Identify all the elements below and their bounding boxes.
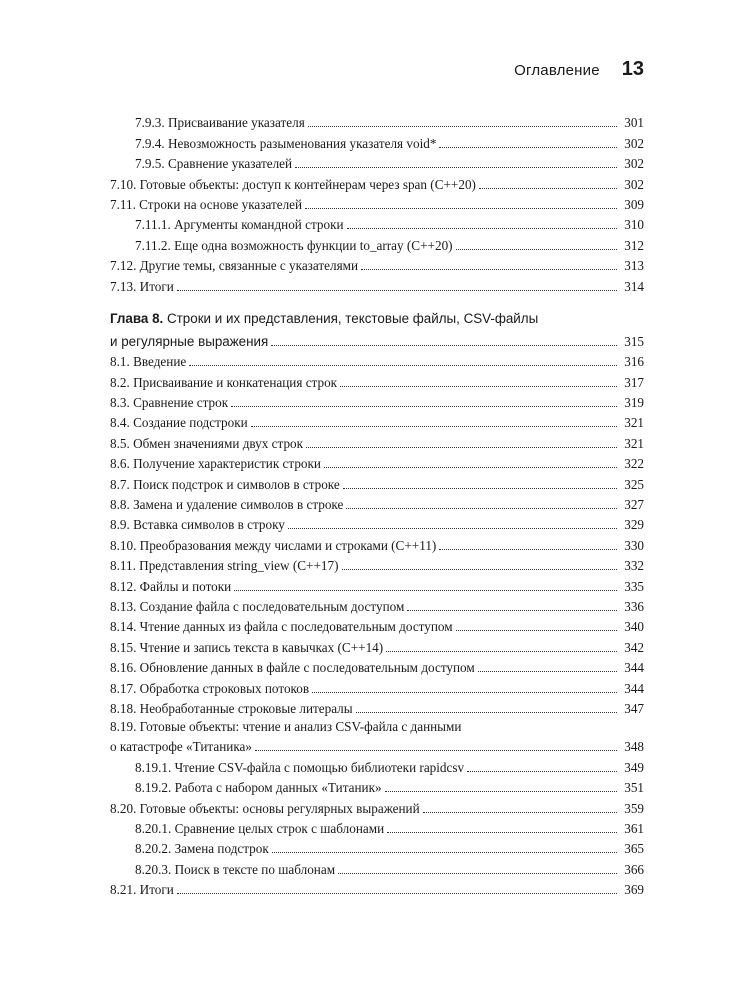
- toc-entry-page: 347: [624, 700, 644, 716]
- toc-entry-label: 7.12. Другие темы, связанные с указателями: [110, 258, 359, 274]
- toc-entry-page: 351: [624, 780, 644, 796]
- leader-dots: [338, 872, 617, 874]
- toc-entry: [110, 131, 644, 151]
- toc-entry: [110, 172, 644, 192]
- toc-entry: [110, 391, 644, 411]
- toc-entry-label: 8.6. Получение характеристик строки: [110, 456, 321, 472]
- toc-entry-label: 8.15. Чтение и запись текста в кавычках (C++14): [110, 639, 384, 655]
- leader-dots: [251, 425, 617, 427]
- toc-entry-label: 7.9.5. Сравнение указателей: [135, 156, 293, 172]
- toc-entry: [110, 533, 644, 553]
- leader-dots: [306, 446, 617, 448]
- leader-dots: [305, 207, 617, 209]
- toc-entry-label: о катастрофе «Титаника»: [110, 739, 252, 755]
- toc-entry: [110, 554, 644, 574]
- toc-entry-page: 321: [624, 415, 644, 431]
- toc-entry-label: 8.3. Сравнение строк: [110, 395, 229, 411]
- toc-entry-label: 8.1. Введение: [110, 354, 187, 370]
- toc-entry: [110, 857, 644, 877]
- toc-entry-label: 8.13. Создание файла с последовательным доступом: [110, 598, 405, 614]
- toc-entry: [110, 656, 644, 676]
- toc-entry: [110, 370, 644, 390]
- toc-entry-page: 349: [624, 759, 644, 775]
- toc-entry-page: 302: [624, 135, 644, 151]
- toc-entry-label: 8.8. Замена и удаление символов в строке: [110, 497, 344, 513]
- toc-entry-page: 309: [624, 196, 644, 212]
- toc-section-top: [110, 111, 644, 295]
- leader-dots: [387, 831, 617, 833]
- toc-entry: [110, 233, 644, 253]
- toc-entry: [110, 878, 644, 898]
- toc-entry: [110, 796, 644, 816]
- leader-dots: [346, 507, 617, 509]
- toc-entry-page: 301: [624, 115, 644, 131]
- toc-entry-page: 322: [624, 456, 644, 472]
- toc-entry: [110, 350, 644, 370]
- toc-entry-label: 7.13. Итоги: [110, 278, 174, 294]
- chapter-number: Глава 8.: [110, 310, 164, 326]
- toc-entry: [110, 697, 644, 717]
- toc-entry-page: 302: [624, 156, 644, 172]
- running-title: Оглавление: [514, 62, 600, 79]
- toc-entry-label: 8.5. Обмен значениями двух строк: [110, 435, 304, 451]
- toc-entry: [110, 472, 644, 492]
- chapter-title-line2: и регулярные выражения: [110, 333, 269, 349]
- toc-entry-label: 8.18. Необработанные строковые литералы: [110, 700, 353, 716]
- toc-entry-label: 7.10. Готовые объекты: доступ к контейнерам через span (C++20): [110, 176, 476, 192]
- toc-entry-page: 361: [624, 820, 644, 836]
- toc-entry-page: 319: [624, 395, 644, 411]
- toc-entry-label: 7.11. Строки на основе указателей: [110, 196, 303, 212]
- section-gap: [110, 295, 644, 308]
- leader-dots: [343, 487, 617, 489]
- toc-entry: [110, 735, 644, 755]
- toc-entry-label: 8.21. Итоги: [110, 882, 174, 898]
- toc-entry-label: 8.20.2. Замена подстрок: [135, 841, 269, 857]
- leader-dots: [189, 364, 617, 366]
- toc-entry-label: 8.4. Создание подстроки: [110, 415, 248, 431]
- toc-entry-page: 340: [624, 619, 644, 635]
- toc-entry-page: 302: [624, 176, 644, 192]
- leader-dots: [272, 851, 617, 853]
- toc-entry-label: 8.19. Готовые объекты: чтение и анализ CSV-файла с данными: [110, 718, 462, 734]
- leader-dots: [177, 289, 617, 291]
- toc-entry-page: 359: [624, 800, 644, 816]
- toc-entry-page: 327: [624, 497, 644, 513]
- toc-entry: [110, 493, 644, 513]
- toc-entry-label: 8.2. Присваивание и конкатенация строк: [110, 374, 338, 390]
- toc-entry: [110, 152, 644, 172]
- toc-entry-page: 313: [624, 258, 644, 274]
- toc-entry-label: 7.11.2. Еще одна возможность функции to_array (C++20): [135, 237, 453, 253]
- toc-entry-label: 8.20.1. Сравнение целых строк с шаблонами: [135, 820, 385, 836]
- leader-dots: [478, 670, 617, 672]
- toc-entry: [110, 254, 644, 274]
- toc-section-a: [110, 350, 644, 717]
- toc-entry: [110, 837, 644, 857]
- leader-dots: [456, 629, 617, 631]
- leader-dots: [288, 527, 617, 529]
- toc-entry-page: 317: [624, 374, 644, 390]
- toc-entry-page: 365: [624, 841, 644, 857]
- toc-entry: [110, 615, 644, 635]
- toc-entry-page: 316: [624, 354, 644, 370]
- toc-entry-label: 8.11. Представления string_view (C++17): [110, 558, 339, 574]
- toc-entry-page: 321: [624, 435, 644, 451]
- toc-entry-label: 8.14. Чтение данных из файла с последовательным доступом: [110, 619, 453, 635]
- leader-dots: [423, 811, 617, 813]
- leader-dots: [361, 268, 617, 270]
- toc-entry-label: 8.19.1. Чтение CSV-файла с помощью библиотеки rapidcsv: [135, 759, 465, 775]
- toc-entry-page: 344: [624, 660, 644, 676]
- page-number: 13: [621, 58, 644, 80]
- toc-entry-page: 366: [624, 861, 644, 877]
- toc-entry: [110, 193, 644, 213]
- toc-entry-page: 369: [624, 882, 644, 898]
- leader-dots: [231, 405, 617, 407]
- toc-entry: [110, 411, 644, 431]
- chapter-heading-line2: [110, 330, 644, 350]
- toc-entry: [110, 452, 644, 472]
- leader-dots: [479, 187, 617, 189]
- toc-entry-label: 8.20. Готовые объекты: основы регулярных выражений: [110, 800, 420, 816]
- toc-entry-label: 8.16. Обновление данных в файле с последовательным доступом: [110, 660, 475, 676]
- toc-entry: [110, 676, 644, 696]
- toc-entry: [110, 431, 644, 451]
- leader-dots: [295, 166, 617, 168]
- toc-entry-label: 7.9.3. Присваивание указателя: [135, 115, 305, 131]
- table-of-contents: [110, 111, 644, 898]
- toc-entry-label: 8.9. Вставка символов в строку: [110, 517, 285, 533]
- toc-entry: [110, 635, 644, 655]
- leader-dots: [386, 650, 617, 652]
- toc-entry-page: 348: [624, 739, 644, 755]
- toc-entry: [110, 776, 644, 796]
- toc-entry-page: 330: [624, 537, 644, 553]
- toc-entry: [110, 755, 644, 775]
- leader-dots: [385, 790, 617, 792]
- chapter-page: 315: [624, 333, 644, 349]
- toc-entry-page: 335: [624, 578, 644, 594]
- toc-entry-label: 8.20.3. Поиск в тексте по шаблонам: [135, 861, 336, 877]
- toc-entry-page: 312: [624, 237, 644, 253]
- toc-entry-label: 7.9.4. Невозможность разыменования указателя void*: [135, 135, 437, 151]
- leader-dots: [356, 711, 617, 713]
- toc-entry-label: 8.12. Файлы и потоки: [110, 578, 232, 594]
- toc-entry-page: 325: [624, 476, 644, 492]
- toc-entry-line1: [110, 717, 644, 735]
- toc-entry-label: 8.10. Преобразования между числами и строками (C++11): [110, 537, 437, 553]
- toc-entry: [110, 817, 644, 837]
- leader-dots: [467, 770, 617, 772]
- toc-entry: [110, 111, 644, 131]
- leader-dots: [439, 548, 617, 550]
- leader-dots: [324, 466, 617, 468]
- chapter-heading: [110, 308, 644, 330]
- toc-entry-label: 8.17. Обработка строковых потоков: [110, 680, 310, 696]
- toc-entry-page: 329: [624, 517, 644, 533]
- leader-dots: [255, 749, 617, 751]
- leader-dots: [271, 344, 617, 346]
- leader-dots: [439, 146, 617, 148]
- toc-entry: [110, 595, 644, 615]
- toc-entry: [110, 513, 644, 533]
- toc-entry-page: 336: [624, 598, 644, 614]
- toc-entry: [110, 213, 644, 233]
- toc-entry-page: 310: [624, 217, 644, 233]
- chapter-title-line1: Строки и их представления, текстовые файлы, CSV-файлы: [163, 310, 539, 326]
- leader-dots: [234, 589, 617, 591]
- toc-entry-label: 8.19.2. Работа с набором данных «Титаник»: [135, 780, 382, 796]
- toc-entry: [110, 574, 644, 594]
- leader-dots: [407, 609, 617, 611]
- leader-dots: [340, 385, 617, 387]
- toc-entry-label: 7.11.1. Аргументы командной строки: [135, 217, 344, 233]
- leader-dots: [456, 248, 617, 250]
- toc-entry-page: 342: [624, 639, 644, 655]
- toc-section-b: [110, 755, 644, 898]
- page-header: [110, 58, 644, 82]
- toc-entry-page: 344: [624, 680, 644, 696]
- toc-entry-page: 332: [624, 558, 644, 574]
- leader-dots: [312, 691, 617, 693]
- leader-dots: [347, 227, 617, 229]
- toc-entry: [110, 274, 644, 294]
- leader-dots: [308, 125, 617, 127]
- toc-entry-label: 8.7. Поиск подстрок и символов в строке: [110, 476, 340, 492]
- leader-dots: [177, 892, 617, 894]
- toc-entry-page: 314: [624, 278, 644, 294]
- leader-dots: [342, 568, 618, 570]
